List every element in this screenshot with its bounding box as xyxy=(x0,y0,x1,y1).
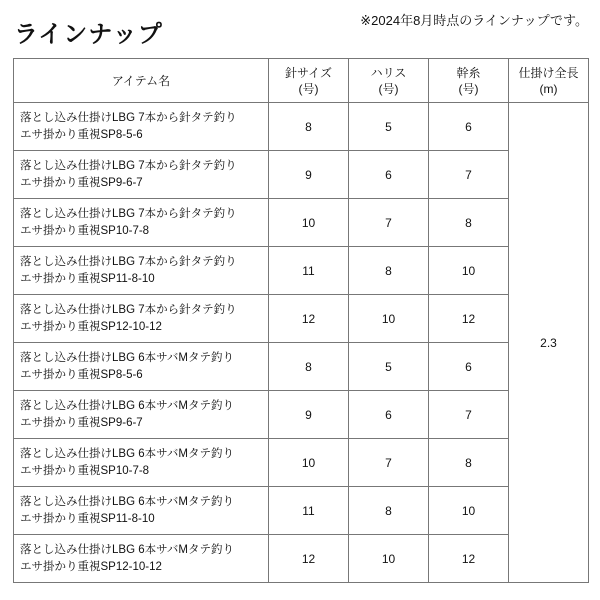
item-name-line1: 落とし込み仕掛けLBG 7本から針タテ釣り xyxy=(20,207,237,220)
header-unit: (号) xyxy=(458,81,479,96)
item-name-cell xyxy=(14,247,269,295)
item-name-line2: エサ掛かり重視SP8-5-6 xyxy=(20,128,143,141)
harris-cell: 10 xyxy=(349,295,429,343)
hook-size-cell: 11 xyxy=(269,247,349,295)
item-name-line1: 落とし込み仕掛けLBG 6本サバMタテ釣り xyxy=(20,543,234,556)
header-harris xyxy=(349,59,429,103)
item-name-line1: 落とし込み仕掛けLBG 7本から針タテ釣り xyxy=(20,303,237,316)
header-label: ハリス xyxy=(370,65,407,80)
harris-cell: 7 xyxy=(349,199,429,247)
hook-size-cell: 12 xyxy=(269,535,349,583)
table-header-row xyxy=(14,59,589,103)
harris-cell: 5 xyxy=(349,343,429,391)
table-row xyxy=(14,103,589,151)
item-name-cell xyxy=(14,535,269,583)
lineup-date-note: ※2024年8月時点のラインナップです。 xyxy=(360,13,588,28)
header-label: 仕掛け全長 xyxy=(518,65,579,80)
header-unit: (号) xyxy=(298,81,319,96)
item-name-cell xyxy=(14,343,269,391)
hook-size-cell: 9 xyxy=(269,151,349,199)
table-row xyxy=(14,343,589,391)
trunk-cell: 8 xyxy=(429,439,509,487)
table-row xyxy=(14,439,589,487)
harris-cell: 8 xyxy=(349,487,429,535)
header-trunk xyxy=(429,59,509,103)
item-name-line1: 落とし込み仕掛けLBG 7本から針タテ釣り xyxy=(20,255,237,268)
trunk-cell: 12 xyxy=(429,535,509,583)
item-name-line1: 落とし込み仕掛けLBG 7本から針タテ釣り xyxy=(20,111,237,124)
header-total-length xyxy=(509,59,589,103)
trunk-cell: 6 xyxy=(429,103,509,151)
table-row xyxy=(14,391,589,439)
table-row xyxy=(14,535,589,583)
lineup-table xyxy=(13,58,589,583)
table-row xyxy=(14,295,589,343)
harris-cell: 10 xyxy=(349,535,429,583)
hook-size-cell: 11 xyxy=(269,487,349,535)
item-name-line1: 落とし込み仕掛けLBG 6本サバMタテ釣り xyxy=(20,447,234,460)
hook-size-cell: 10 xyxy=(269,199,349,247)
harris-cell: 6 xyxy=(349,151,429,199)
table-row xyxy=(14,487,589,535)
harris-cell: 7 xyxy=(349,439,429,487)
hook-size-cell: 9 xyxy=(269,391,349,439)
trunk-cell: 8 xyxy=(429,199,509,247)
item-name-line2: エサ掛かり重視SP8-5-6 xyxy=(20,368,143,381)
item-name-cell xyxy=(14,487,269,535)
total-length-cell: 2.3 xyxy=(509,103,589,583)
item-name-cell xyxy=(14,199,269,247)
item-name-line2: エサ掛かり重視SP12-10-12 xyxy=(20,320,162,333)
item-name-line1: 落とし込み仕掛けLBG 6本サバMタテ釣り xyxy=(20,399,234,412)
item-name-cell xyxy=(14,151,269,199)
header-label: 針サイズ xyxy=(284,65,333,80)
header-label: 幹糸 xyxy=(456,65,481,80)
table-row xyxy=(14,151,589,199)
item-name-line2: エサ掛かり重視SP9-6-7 xyxy=(20,416,143,429)
hook-size-cell: 8 xyxy=(269,343,349,391)
item-name-line2: エサ掛かり重視SP12-10-12 xyxy=(20,560,162,573)
harris-cell: 6 xyxy=(349,391,429,439)
header-hook-size xyxy=(269,59,349,103)
item-name-line1: 落とし込み仕掛けLBG 7本から針タテ釣り xyxy=(20,159,237,172)
table-row xyxy=(14,199,589,247)
trunk-cell: 6 xyxy=(429,343,509,391)
header-item-name: アイテム名 xyxy=(14,59,269,103)
item-name-line1: 落とし込み仕掛けLBG 6本サバMタテ釣り xyxy=(20,351,234,364)
item-name-line2: エサ掛かり重視SP11-8-10 xyxy=(20,272,155,285)
harris-cell: 5 xyxy=(349,103,429,151)
trunk-cell: 12 xyxy=(429,295,509,343)
trunk-cell: 7 xyxy=(429,151,509,199)
table-row xyxy=(14,247,589,295)
item-name-line1: 落とし込み仕掛けLBG 6本サバMタテ釣り xyxy=(20,495,234,508)
page-title: ラインナップ xyxy=(14,21,163,48)
item-name-cell xyxy=(14,103,269,151)
item-name-cell xyxy=(14,391,269,439)
hook-size-cell: 10 xyxy=(269,439,349,487)
trunk-cell: 7 xyxy=(429,391,509,439)
item-name-cell xyxy=(14,295,269,343)
header-unit: (m) xyxy=(539,81,558,96)
item-name-line2: エサ掛かり重視SP11-8-10 xyxy=(20,512,155,525)
header-unit: (号) xyxy=(378,81,399,96)
item-name-line2: エサ掛かり重視SP10-7-8 xyxy=(20,224,150,237)
trunk-cell: 10 xyxy=(429,487,509,535)
item-name-line2: エサ掛かり重視SP10-7-8 xyxy=(20,464,150,477)
trunk-cell: 10 xyxy=(429,247,509,295)
hook-size-cell: 12 xyxy=(269,295,349,343)
item-name-cell xyxy=(14,439,269,487)
harris-cell: 8 xyxy=(349,247,429,295)
item-name-line2: エサ掛かり重視SP9-6-7 xyxy=(20,176,143,189)
hook-size-cell: 8 xyxy=(269,103,349,151)
